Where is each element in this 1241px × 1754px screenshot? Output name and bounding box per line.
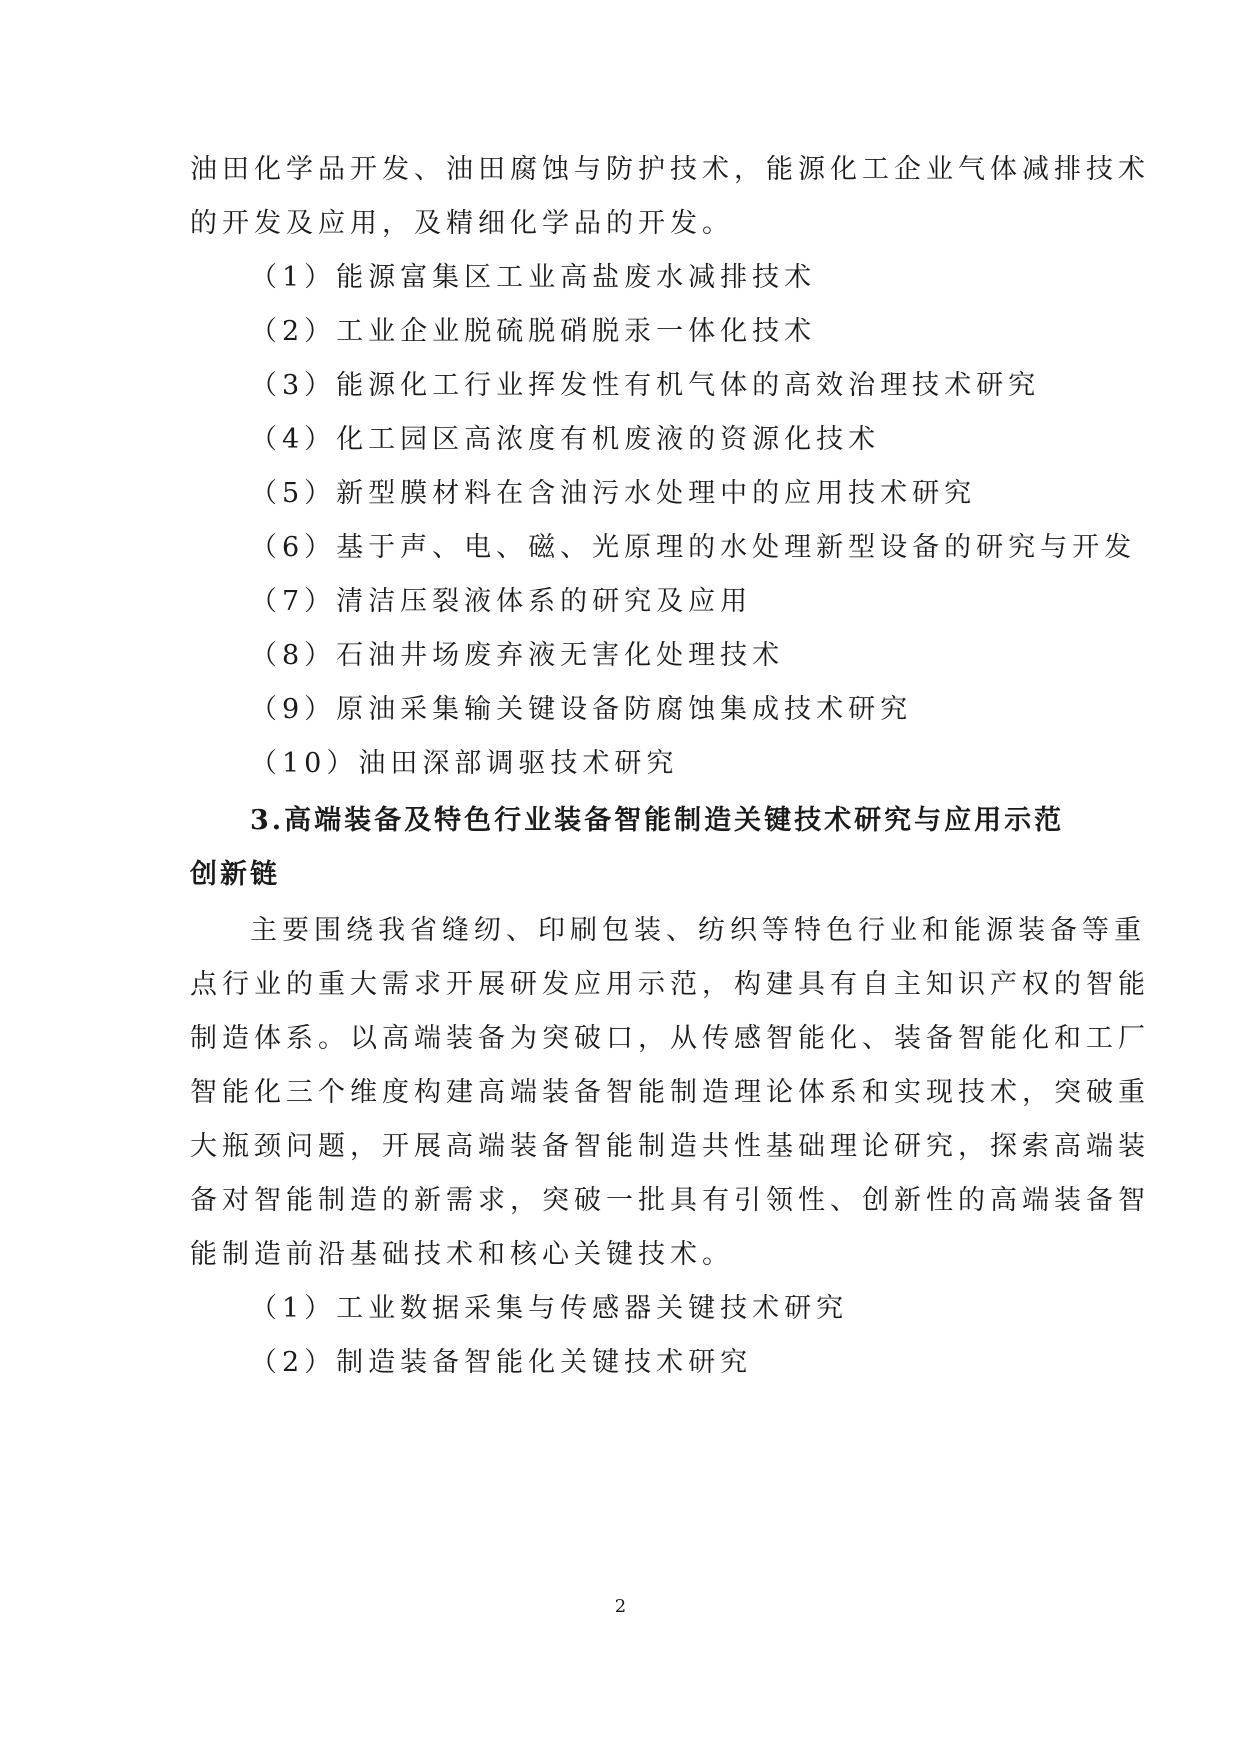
paragraph-line-1: 主要围绕我省缝纫、印刷包装、纺织等特色行业和能源装备等重	[250, 915, 1146, 946]
page-number: 2	[614, 1596, 627, 1617]
list-item-8: （8）石油井场废弃液无害化处理技术	[250, 640, 785, 671]
list-item-3: （3）能源化工行业挥发性有机气体的高效治理技术研究	[250, 370, 1041, 401]
list-item-5: （5）新型膜材料在含油污水处理中的应用技术研究	[250, 478, 977, 509]
paragraph-line-5: 大瓶颈问题，开展高端装备智能制造共性基础理论研究，探索高端装	[190, 1131, 1150, 1162]
section-heading-line-2: 创新链	[190, 859, 280, 890]
section3-list-item-2: （2）制造装备智能化关键技术研究	[250, 1347, 753, 1378]
list-item-7: （7）清洁压裂液体系的研究及应用	[250, 586, 753, 617]
list-item-10: （10）油田深部调驱技术研究	[250, 748, 679, 779]
paragraph-line-2: 点行业的重大需求开展研发应用示范，构建具有自主知识产权的智能	[190, 969, 1150, 1000]
paragraph-line-6: 备对智能制造的新需求，突破一批具有引领性、创新性的高端装备智	[190, 1185, 1150, 1216]
paragraph-line-3: 制造体系。以高端装备为突破口，从传感智能化、装备智能化和工厂	[190, 1023, 1150, 1054]
list-item-9: （9）原油采集输关键设备防腐蚀集成技术研究	[250, 694, 913, 725]
paragraph-line-4: 智能化三个维度构建高端装备智能制造理论体系和实现技术，突破重	[190, 1077, 1150, 1108]
section3-list-item-1: （1）工业数据采集与传感器关键技术研究	[250, 1293, 849, 1324]
paragraph-line-7: 能制造前沿基础技术和核心关键技术。	[190, 1239, 734, 1270]
list-item-1: （1）能源富集区工业高盐废水减排技术	[250, 262, 817, 293]
intro-line-1: 油田化学品开发、油田腐蚀与防护技术，能源化工企业气体减排技术	[190, 154, 1150, 185]
list-item-4: （4）化工园区高浓度有机废液的资源化技术	[250, 424, 881, 455]
list-item-2: （2）工业企业脱硫脱硝脱汞一体化技术	[250, 316, 817, 347]
list-item-6: （6）基于声、电、磁、光原理的水处理新型设备的研究与开发	[250, 532, 1137, 563]
section-heading-line-1: 3.高端装备及特色行业装备智能制造关键技术研究与应用示范	[250, 805, 1065, 836]
intro-line-2: 的开发及应用，及精细化学品的开发。	[190, 208, 734, 239]
